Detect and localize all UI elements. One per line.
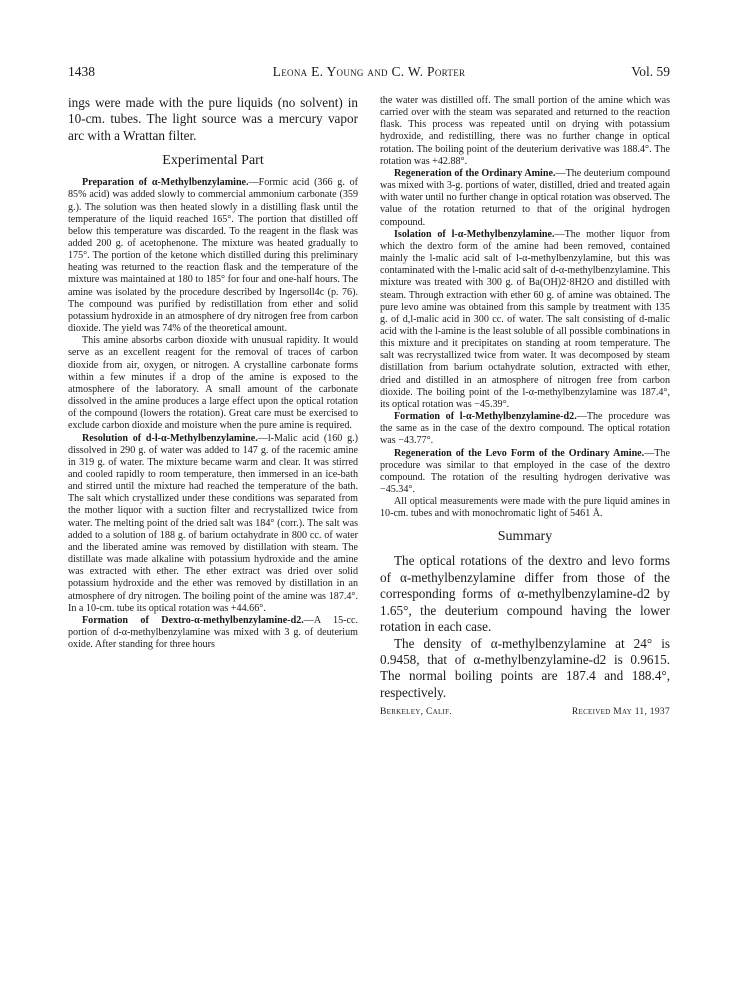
paragraph-heading: Regeneration of the Ordinary Amine. <box>394 167 556 179</box>
paragraph-continuation: the water was distilled off. The small portion of the amine which was carried over with the steam was separated and returned to the reaction flask. This process was repeated until on drying with potassium hydroxide, and redistilling, there was no further change in optical rotation. The boiling point of the deuterium derivative was 188.4°. The rotation was +42.88°. <box>380 95 670 167</box>
running-header <box>68 64 670 84</box>
paragraph-body: —l-Malic acid (160 g.) dissolved in 290 g. of water was added to 147 g. of the racemic amine in 319 g. of water. The mixture became warm and clear. It was stirred and cooled rapidly to room temperature, then immersed in an ice-bath and stirred until the mixture had reached the temperature of the bath. The salt which crystallized under these conditions was separated from the mother liquor with a suction filter and recrystallized twice from water. The melting point of the dried salt was 184° (corr.). The salt was added to a solution of 188 g. of barium octahydrate in 800 cc. of water and the liberated amine was removed by distillation with steam. The distillate was made alkaline with potassium hydroxide and the amine was extracted with ether. The ether extract was dried over solid potassium hydroxide and the ether was removed by distillation in an atmosphere of dry nitrogen. The boiling point of the amine was 187.4°. In a 10-cm. tube its optical rotation was +44.66°. <box>68 432 358 614</box>
summary-paragraph-1: The optical rotations of the dextro and levo forms of α-methylbenzylamine differ from those of the corresponding forms of α-methylbenzylamine-d2 by 1.65°, the deuterium compound having the lower rotation in each case. <box>380 553 670 635</box>
paragraph-body: —Formic acid (366 g. of 85% acid) was added slowly to commercial ammonium carbonate (359 g.). The solution was then heated slowly in a distilling flask until the temperature of the liquid reached 165°. The portion that distilled off below this temperature was discarded. To the reagent in the flask was added 200 g. of acetophenone. The mixture was heated gradually to 175°. The portion of the ketone which distilled during this preliminary heating was returned to the reaction flask and the temperature of the mixture was maintained at 180 to 185° for four and one-half hours. The amine was isolated by the procedure described by Ingersoll4c (p. 76). The compound was purified by redistillation from ether and solid potassium hydroxide in an atmosphere of dry nitrogen free from carbon dioxide. The yield was 74% of the theoretical amount. <box>68 177 359 335</box>
summary-title: Summary <box>497 529 553 545</box>
paragraph-heading: Resolution of d-l-α-Methylbenzylamine. <box>82 432 258 444</box>
paragraph-body: —The procedure was the same as in the case of the dextro compound. The optical rotation was −43.77°. <box>380 411 670 447</box>
paragraph-body: —A 15-cc. portion of d-α-methylbenzylamine was mixed with 3 g. of deuterium oxide. After standing for three hours <box>68 614 358 651</box>
paragraph-regeneration-levo <box>380 448 670 497</box>
page-number: 1438 <box>68 64 95 79</box>
received-date: Received May 11, 1937 <box>571 707 670 718</box>
paragraph-heading: Formation of Dextro-α-methylbenzylamine-d2. <box>82 614 304 626</box>
right-column <box>380 95 670 717</box>
left-column <box>68 95 358 651</box>
paragraph-body: —The procedure was similar to that employed in the case of the dextro compound. The rotation of the resulting hydrogen derivative was −45.34°. <box>380 447 670 495</box>
author-location: Berkeley, Calif. <box>380 707 453 718</box>
intro-paragraph: ings were made with the pure liquids (no solvent) in 10-cm. tubes. The light source was a mercury vapor arc with a Wrattan filter. <box>68 95 358 143</box>
paragraph-heading: Formation of l-α-Methylbenzylamine-d2. <box>394 411 577 423</box>
paragraph-carbon-dioxide: This amine absorbs carbon dioxide with unusual rapidity. It would serve as an excellent reagent for the removal of traces of carbon dioxide from air, oxygen, or nitrogen. A crystalline carbonate forms within a few minutes if a drop of the amine is exposed to the atmosphere of the laboratory. A small amount of the carbonate dissolved in the amine produces a large effect upon the optical rotation of the compound (lowers the rotation). Great care must be exercised to exclude carbon dioxide and moisture when the pure amine is required. <box>68 335 358 432</box>
paragraph-formation-dextro <box>68 615 358 651</box>
paragraph-body: —The mother liquor from which the dextro form of the amine had been removed, contained mainly the l-malic acid salt of l-α-methylbenzylamine, but this was contaminated with the l-malic acid salt of d-α-methylbenzylamine. This mixture was treated with 300 g. of Ba(OH)2·8H2O and distilled with steam. Through extraction with ether 60 g. of amine was obtained. The pure levo amine was obtained from this sample by treatment with 135 g. of d,l-malic acid in 300 cc. of water. The salt consisting of d-malic acid with the l-amine is the least soluble of all possible combinations in this mixture and it precipitates on standing at room temperature. The salt was recrystallized twice from water. It was decomposed by steam distillation from barium octahydrate solution, extracted with ether, dried and distilled in an atmosphere of nitrogen free from carbon dioxide. The boiling point of the l-α-methylbenzylamine was 187.4°, its optical rotation was −45.39°. <box>380 228 670 410</box>
paragraph-heading: Isolation of l-α-Methylbenzylamine. <box>394 228 555 240</box>
signature-line <box>380 707 670 717</box>
paragraph-resolution <box>68 433 358 615</box>
section-title: Experimental Part <box>162 153 264 169</box>
volume-label: Vol. 59 <box>631 64 670 79</box>
paragraph-heading: Preparation of α-Methylbenzylamine. <box>82 177 249 189</box>
paragraph-preparation <box>68 177 358 335</box>
paragraph-body: —The deuterium compound was mixed with 3-g. portions of water, distilled, dried and treated again with water until no further change in optical rotation was observed. The value of the rotation returned to that of the original hydrogen compound. <box>380 167 670 228</box>
paragraph-measurements: All optical measurements were made with the pure liquid amines in 10-cm. tubes and with monochromatic light of 5461 Å. <box>380 496 670 520</box>
paragraph-regeneration <box>380 168 670 229</box>
paragraph-isolation <box>380 229 670 411</box>
paragraph-formation-levo <box>380 411 670 447</box>
running-title: Leona E. Young and C. W. Porter <box>272 64 466 79</box>
paragraph-heading: Regeneration of the Levo Form of the Ordinary Amine. <box>394 447 645 459</box>
summary-paragraph-2: The density of α-methylbenzylamine at 24° is 0.9458, that of α-methylbenzylamine-d2 is 0.9615. The normal boiling points are 187.4 and 188.4°, respectively. <box>380 635 670 700</box>
